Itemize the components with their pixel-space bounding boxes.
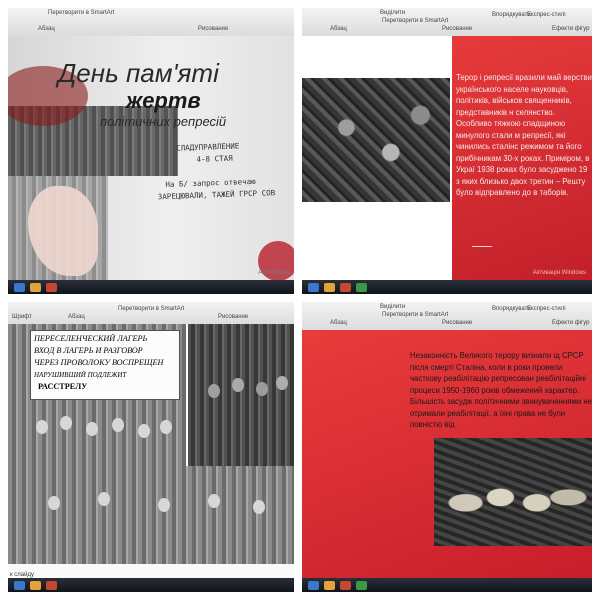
doc-line: ЗАРЕЦЮВАЛИ, ТАЖЕЙ ГРСР СОВ	[157, 188, 276, 202]
start-icon[interactable]	[14, 581, 25, 590]
taskbar	[302, 578, 592, 592]
photo-panel-skulls-slide	[302, 302, 592, 592]
ribbon-label: Впорядкувати	[492, 12, 531, 18]
children-camp-photo	[8, 324, 186, 466]
taskbar	[302, 280, 592, 294]
skulls-photo	[434, 438, 592, 546]
powerpoint-icon[interactable]	[46, 283, 57, 292]
sign-line: ВХОД В ЛАГЕРЬ И РАЗГОВОР	[34, 346, 143, 355]
archive-document	[156, 139, 290, 263]
start-icon[interactable]	[308, 283, 319, 292]
ribbon-label: Абзац	[330, 26, 347, 32]
start-icon[interactable]	[14, 283, 25, 292]
ribbon-label: Шрифт	[12, 314, 32, 320]
ribbon-label: Експрес-стилі	[527, 12, 566, 18]
prisoners-group-photo	[8, 466, 294, 564]
ribbon-toolbar	[8, 302, 294, 325]
shoes-photo	[302, 78, 450, 202]
explorer-icon[interactable]	[30, 581, 41, 590]
camp-sign	[30, 330, 180, 400]
ribbon-label: Ефекти фігур	[552, 320, 590, 326]
ribbon-label: Експрес-стилі	[527, 306, 566, 312]
slide-title-line2: жертв	[126, 88, 201, 113]
ribbon-label: Перетворити в SmartArt	[382, 312, 449, 318]
start-icon[interactable]	[308, 581, 319, 590]
slide-title-line3: політичних репресій	[100, 114, 227, 129]
ribbon-label: Рисование	[218, 314, 249, 320]
ribbon-label: Абзац	[330, 320, 347, 326]
app-icon[interactable]	[356, 283, 367, 292]
ribbon-label: Абзац	[38, 26, 55, 32]
explorer-icon[interactable]	[324, 581, 335, 590]
doc-line: На Б/ запрос отвечаю	[165, 176, 256, 189]
ribbon-label: Впорядкувати	[492, 306, 531, 312]
ribbon-label: Ефекти фігур	[552, 26, 590, 32]
powerpoint-icon[interactable]	[340, 581, 351, 590]
explorer-icon[interactable]	[30, 283, 41, 292]
sign-line: ПЕРЕСЕЛЕНЧЕСКИЙ ЛАГЕРЬ	[34, 334, 148, 343]
sign-line: ЧЕРЕЗ ПРОВОЛОКУ ВОСПРЕЩЕН	[34, 358, 164, 367]
sign-line: РАССТРЕЛУ	[38, 382, 88, 391]
ribbon-toolbar	[8, 8, 294, 37]
sign-line: НАРУШИВШИЙ ПОДЛЕЖИТ	[34, 371, 127, 379]
slide-footer: к слайду	[10, 572, 34, 578]
ribbon-toolbar	[302, 8, 592, 37]
windows-activation-watermark: Активація Windows	[532, 270, 586, 276]
ribbon-label: Виділити	[380, 304, 406, 310]
app-icon[interactable]	[356, 581, 367, 590]
taskbar	[8, 280, 294, 294]
doc-line: 4-8 СТАЯ	[196, 153, 233, 164]
taskbar	[8, 578, 294, 592]
explorer-icon[interactable]	[324, 283, 335, 292]
powerpoint-icon[interactable]	[46, 581, 57, 590]
ribbon-label: Рисование	[442, 320, 473, 326]
slide-area	[8, 324, 294, 578]
ribbon-label: Рисование	[442, 26, 473, 32]
ribbon-label: Перетворити в SmartArt	[382, 18, 449, 24]
ribbon-label: Абзац	[68, 314, 85, 320]
powerpoint-icon[interactable]	[340, 283, 351, 292]
photo-panel-camp-slide	[8, 302, 294, 592]
slide-paragraph: Незаконність Великого терору визнали щ СРСР після смерті Сталіна, коли в роки провели часткову реабілітацію репресован реабілітаційні процеси 1950-1960 років обмежений характер. Більшість засудж політичними звинуваченнями не отримали реабілітації, а їхні права не були повністю від	[410, 351, 592, 429]
ribbon-label: Перетворити в SmartArt	[118, 306, 185, 312]
ribbon-label: Перетворити в SmartArt	[48, 10, 115, 16]
windows-activation-watermark: Активація	[258, 269, 290, 276]
slide-paragraph: Терор і репресії вразили май верстви українського населе науковців, політиків, військов священників, представників н селянство. Особливо тяжкою спадщиною минулого стали м репресії, які чинились сталінс режимом та його прибічникам 30-х роках. Приміром, в Украї 1938 роках було засуджено 19 з яких близько двох третин – Решту було відправлено до в таборів.	[456, 73, 592, 197]
slide-area	[302, 330, 592, 578]
slide-area	[302, 36, 592, 280]
doc-line: СЛАДУПРАВЛЕНИЕ	[175, 141, 240, 153]
ribbon-toolbar	[302, 302, 592, 331]
ribbon-label: Рисование	[198, 26, 229, 32]
photo-panel-shoes-slide	[302, 8, 592, 294]
divider	[472, 246, 492, 247]
slide-area	[8, 36, 294, 280]
prisoners-fence-photo	[188, 324, 294, 466]
ribbon-label: Виділити	[380, 10, 406, 16]
photo-panel-title-slide	[8, 8, 294, 294]
slide-title-line1: День пам'яті	[58, 58, 219, 88]
